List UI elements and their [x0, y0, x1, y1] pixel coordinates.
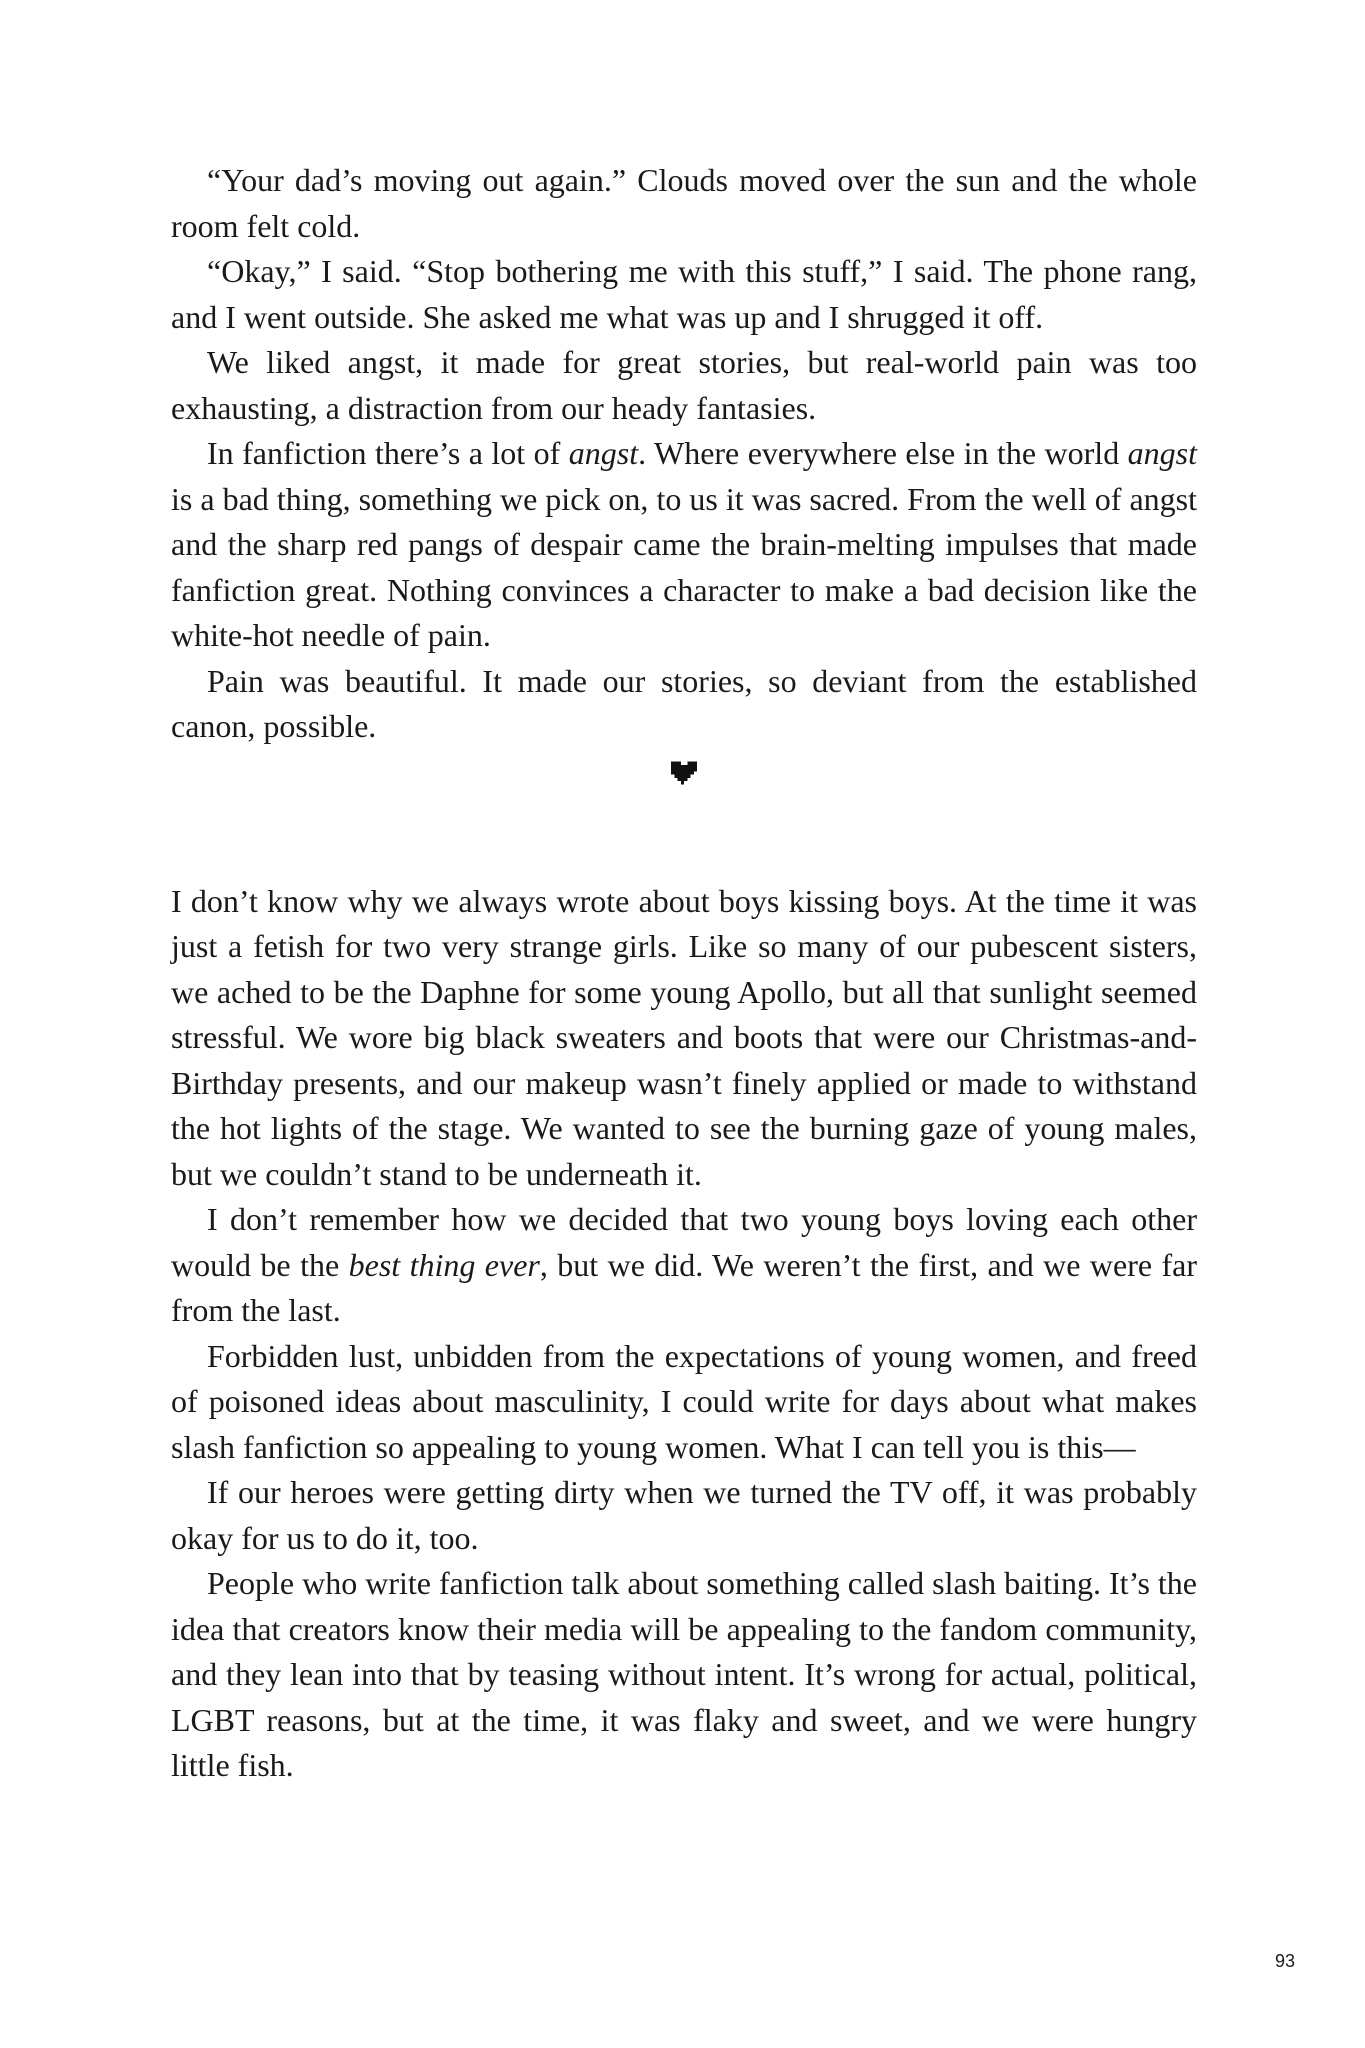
- paragraph-10: People who write fanfiction talk about something called slash baiting. It’s the idea that creators know their media will be appealing to the fandom community, and they lean into that by teasing without intent. It’s wrong for actual, political, LGBT reasons, but at the time, it was flaky and sweet, and we were hungry little fish.: [171, 1565, 1197, 1783]
- section-break: [171, 750, 1197, 841]
- paragraph-4-part-b: . Where everywhere else in the world: [638, 435, 1128, 471]
- paragraph-8: Forbidden lust, unbidden from the expectations of young women, and freed of poisoned ideas about masculinity, I could write for days about what makes slash fanfiction so appealing to young women. What I can tell you is this—: [171, 1337, 1197, 1465]
- page-body: [171, 158, 1197, 1789]
- paragraph-7-part-b: , but we did. We weren’t the first, and we were far from the last.: [171, 1246, 1198, 1328]
- section-two: [171, 879, 1197, 1789]
- paragraph-7-emphasis: best thing ever: [348, 1246, 540, 1283]
- paragraph-4-part-c: is a bad thing, something we pick on, to us it was sacred. From the well of angst and the sharp red pangs of despair came the brain-melting impulses that made fanfiction great. Nothing convinces a character to make a bad decision like the white-hot needle of pain.: [171, 480, 1197, 653]
- paragraph-4: [171, 431, 1197, 659]
- paragraph-7-part-a: I don’t remember how we decided that two young boys loving each other would be the: [171, 1201, 1197, 1283]
- paragraph-9: If our heroes were getting dirty when we turned the TV off, it was probably okay for us to do it, too.: [171, 1474, 1197, 1556]
- paragraph-4-emphasis-1: angst: [568, 435, 639, 471]
- page-number: 93: [1274, 1951, 1295, 1971]
- paragraph-5: Pain was beautiful. It made our stories, so deviant from the established canon, possible.: [171, 662, 1197, 744]
- paragraph-7: [171, 1197, 1197, 1334]
- paragraph-4-part-a: In fanfiction there’s a lot of: [207, 435, 569, 471]
- pixel-heart-icon: [671, 760, 697, 786]
- paragraph-6: I don’t know why we always wrote about boys kissing boys. At the time it was just a fetish for two very strange girls. Like so many of our pubescent sisters, we ached to be the Daphne for some young Apollo, but all that sunlight seemed stressful. We wore big black sweaters and boots that were our Christmas-and-Birthday presents, and our makeup wasn’t finely applied or made to withstand the hot lights of the stage. We wanted to see the burning gaze of young males, but we couldn’t stand to be underneath it.: [171, 882, 1197, 1192]
- paragraph-3: We liked angst, it made for great stories, but real-world pain was too exhausting, a distraction from our heady fantasies.: [171, 344, 1197, 426]
- paragraph-2: “Okay,” I said. “Stop bothering me with this stuff,” I said. The phone rang, and I went outside. She asked me what was up and I shrugged it off.: [171, 253, 1197, 335]
- paragraph-1: “Your dad’s moving out again.” Clouds moved over the sun and the whole room felt cold.: [171, 162, 1197, 244]
- paragraph-4-emphasis-2: angst: [1127, 435, 1198, 471]
